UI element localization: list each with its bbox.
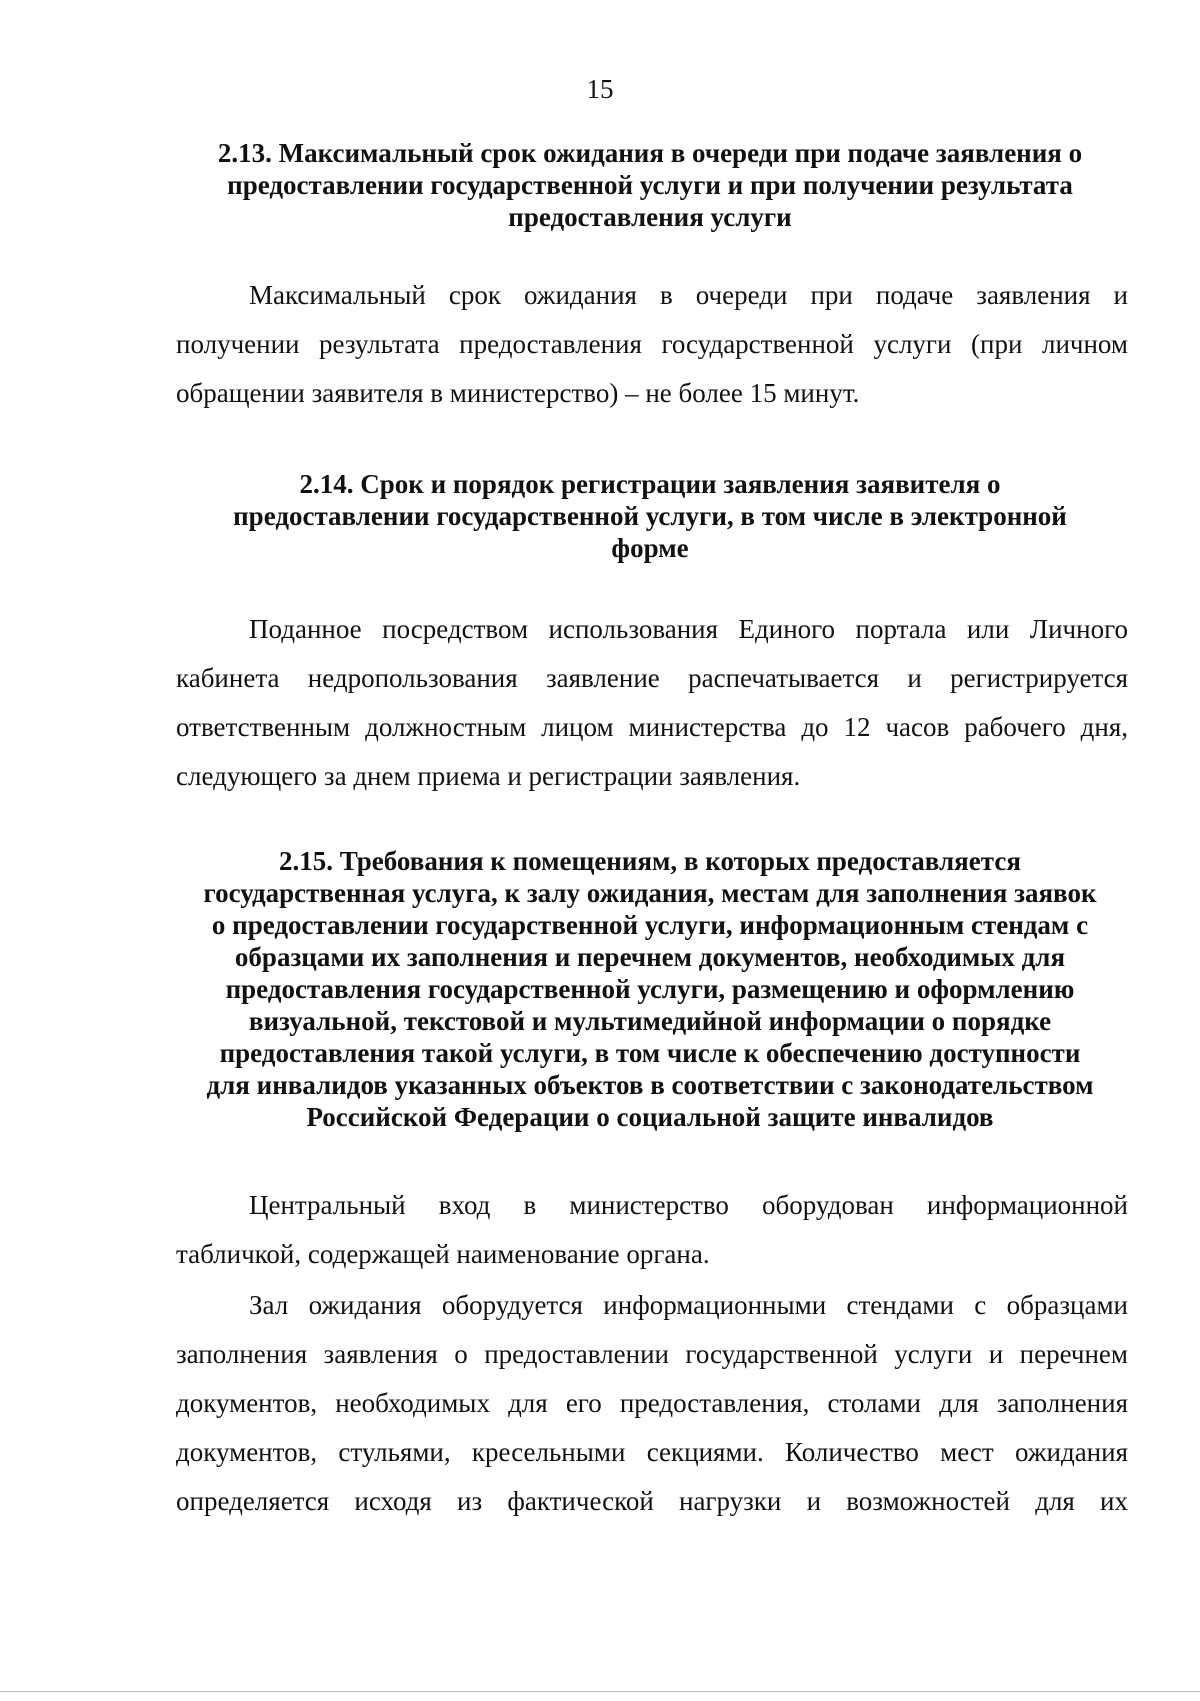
paragraph-line: Поданное посредством использования Единого портала или Личного bbox=[249, 614, 1128, 644]
section-heading-2-15 bbox=[170, 845, 1130, 1133]
paragraph-line: ответственным должностным лицом министерства до 12 часов рабочего дня, bbox=[176, 712, 1128, 742]
heading-line: предоставления государственной услуги, размещению и оформлению bbox=[225, 974, 1075, 1004]
paragraph-line: кабинета недропользования заявление распечатывается и регистрируется bbox=[176, 663, 1128, 693]
paragraph-2-15-waiting-hall bbox=[176, 1281, 1128, 1526]
paragraph-2-14 bbox=[176, 605, 1128, 801]
paragraph-2-13 bbox=[176, 271, 1128, 418]
paragraph-line: обращении заявителя в министерство) – не более 15 минут. bbox=[176, 378, 860, 408]
section-heading-2-14 bbox=[170, 468, 1130, 564]
heading-line: образцами их заполнения и перечнем документов, необходимых для bbox=[234, 942, 1066, 972]
heading-line: Российской Федерации о социальной защите инвалидов bbox=[306, 1102, 994, 1132]
scan-edge-line bbox=[0, 1691, 1200, 1692]
heading-line: предоставлении государственной услуги и при получении результата bbox=[227, 170, 1073, 200]
paragraph-2-15-entrance bbox=[176, 1181, 1128, 1279]
page-number: 15 bbox=[586, 74, 614, 104]
heading-line: государственная услуга, к залу ожидания, местам для заполнения заявок bbox=[203, 878, 1097, 908]
heading-line: 2.15. Требования к помещениям, в которых предоставляется bbox=[279, 846, 1021, 876]
paragraph-line: Максимальный срок ожидания в очереди при подаче заявления и bbox=[249, 280, 1128, 310]
paragraph-line: документов, стульями, кресельными секциями. Количество мест ожидания bbox=[176, 1437, 1128, 1467]
paragraph-line: получении результата предоставления государственной услуги (при личном bbox=[176, 329, 1128, 359]
heading-line: 2.14. Срок и порядок регистрации заявления заявителя о bbox=[299, 469, 1001, 499]
heading-line: 2.13. Максимальный срок ожидания в очереди при подаче заявления о bbox=[217, 138, 1083, 168]
paragraph-line: определяется исходя из фактической нагрузки и возможностей для их bbox=[176, 1486, 1128, 1516]
heading-line: о предоставлении государственной услуги, информационным стендам с bbox=[211, 910, 1089, 940]
paragraph-line: документов, необходимых для его предоставления, столами для заполнения bbox=[176, 1388, 1128, 1418]
heading-line: предоставлении государственной услуги, в том числе в электронной bbox=[233, 501, 1067, 531]
paragraph-line: следующего за днем приема и регистрации заявления. bbox=[176, 761, 801, 791]
paragraph-line: табличкой, содержащей наименование органа. bbox=[176, 1239, 710, 1269]
heading-line: для инвалидов указанных объектов в соответствии с законодательством bbox=[206, 1070, 1094, 1100]
heading-line: форме bbox=[611, 533, 689, 563]
paragraph-line: Центральный вход в министерство оборудован информационной bbox=[249, 1190, 1128, 1220]
paragraph-line: Зал ожидания оборудуется информационными стендами с образцами bbox=[249, 1290, 1128, 1320]
section-heading-2-13 bbox=[170, 137, 1130, 233]
heading-line: предоставления услуги bbox=[508, 202, 792, 232]
paragraph-line: заполнения заявления о предоставлении государственной услуги и перечнем bbox=[176, 1339, 1128, 1369]
heading-line: предоставления такой услуги, в том числе к обеспечению доступности bbox=[219, 1038, 1081, 1068]
heading-line: визуальной, текстовой и мультимедийной информации о порядке bbox=[248, 1006, 1052, 1036]
